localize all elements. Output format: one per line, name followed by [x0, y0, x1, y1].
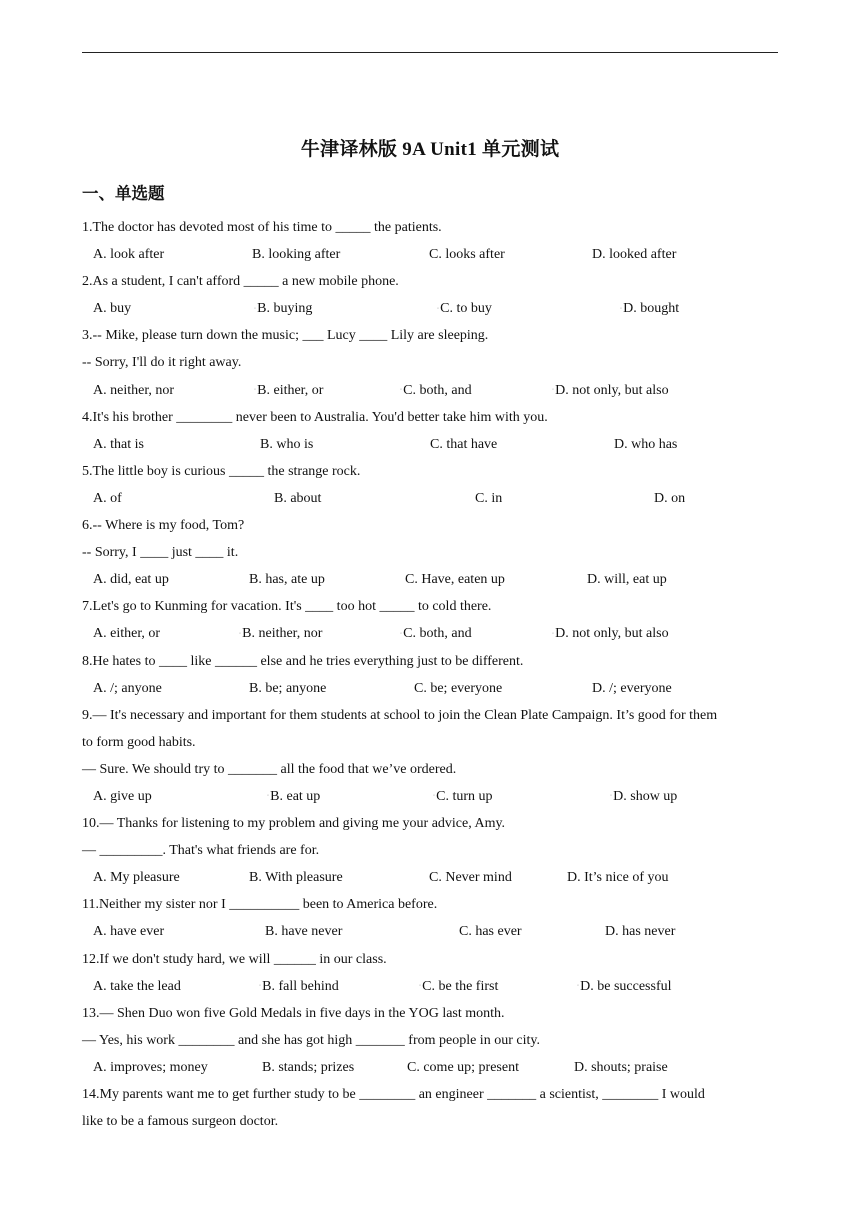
answer-option[interactable]	[93, 566, 169, 593]
answer-option-label: C. be the first	[422, 978, 499, 994]
answer-option-label: D. not only, but also	[555, 382, 669, 398]
answer-option-label: D. bought	[623, 301, 680, 317]
answer-option[interactable]	[429, 241, 505, 268]
options-row	[82, 431, 778, 458]
answer-option-label: C. in	[475, 490, 503, 506]
question-stem: 3.-- Mike, please turn down the music; ___ Lucy ____ Lily are sleeping.	[82, 328, 489, 344]
question-list	[82, 214, 778, 1135]
answer-option[interactable]	[274, 485, 321, 512]
answer-option[interactable]	[260, 431, 313, 458]
answer-option-label: D. be successful	[580, 978, 672, 994]
answer-option[interactable]	[252, 241, 340, 268]
answer-option[interactable]	[459, 918, 522, 945]
question-text-line: — Sure. We should try to _______ all the food that we’ve ordered.	[82, 761, 457, 777]
answer-option[interactable]	[93, 973, 181, 1000]
answer-option-label: C. be; everyone	[414, 680, 503, 696]
answer-option-label: B. have never	[265, 924, 343, 940]
answer-option[interactable]	[93, 864, 180, 891]
answer-option-label: D. who has	[614, 436, 678, 452]
answer-option[interactable]	[620, 295, 679, 322]
answer-option[interactable]	[475, 485, 502, 512]
answer-option[interactable]	[574, 1054, 668, 1081]
answer-option[interactable]	[254, 377, 323, 404]
answer-option-label: B. about	[274, 490, 322, 506]
option-marker-icon: ◦	[239, 630, 242, 637]
option-marker-icon: ◦	[267, 793, 270, 800]
options-row	[82, 783, 778, 810]
answer-option[interactable]	[407, 1054, 519, 1081]
answer-option[interactable]	[239, 620, 322, 647]
question-stem: 2.As a student, I can't afford _____ a new mobile phone.	[82, 274, 399, 290]
page-title: 牛津译林版 9A Unit1 单元测试	[300, 139, 560, 160]
question-text-line: like to be a famous surgeon doctor.	[82, 1114, 279, 1130]
answer-option-label: A. have ever	[93, 924, 165, 940]
option-marker-icon: ◦	[419, 982, 422, 989]
answer-option[interactable]	[265, 918, 342, 945]
answer-option-label: D. It’s nice of you	[567, 870, 669, 886]
question-stem: 7.Let's go to Kunming for vacation. It's ____ too hot _____ to cold there.	[82, 599, 492, 615]
answer-option-label: D. shouts; praise	[574, 1059, 668, 1075]
answer-option-label: A. did, eat up	[93, 572, 169, 588]
options-row	[82, 566, 778, 593]
answer-option-label: C. Never mind	[429, 870, 512, 886]
answer-option[interactable]	[552, 620, 669, 647]
answer-option-label: D. will, eat up	[587, 572, 667, 588]
option-marker-icon: ◦	[552, 630, 555, 637]
answer-option-label: A. that is	[93, 436, 144, 452]
option-marker-icon: ◦	[254, 386, 257, 393]
answer-option[interactable]	[654, 485, 685, 512]
answer-option-label: A. look after	[93, 247, 165, 263]
answer-option[interactable]	[400, 620, 472, 647]
options-row	[82, 1054, 778, 1081]
answer-option[interactable]	[93, 241, 164, 268]
answer-option-label: C. to buy	[440, 301, 492, 317]
answer-option[interactable]	[414, 675, 502, 702]
answer-option-label: A. /; anyone	[93, 680, 162, 696]
question-stem: 9.— It's necessary and important for them students at school to join the Clean Plate Campaign. It’s good for them	[82, 707, 718, 723]
answer-option[interactable]	[567, 864, 668, 891]
answer-option[interactable]	[93, 485, 122, 512]
answer-option-label: C. turn up	[436, 788, 493, 804]
question-stem: 13.— Shen Duo won five Gold Medals in five days in the YOG last month.	[82, 1005, 505, 1021]
answer-option-label: A. neither, nor	[93, 382, 175, 398]
answer-option[interactable]	[93, 377, 174, 404]
options-row	[82, 973, 778, 1000]
answer-option-label: A. My pleasure	[93, 870, 180, 886]
answer-option[interactable]	[249, 864, 343, 891]
question-stem: 12.If we don't study hard, we will ______ in our class.	[82, 951, 387, 967]
answer-option-label: B. neither, nor	[242, 626, 323, 642]
answer-option[interactable]	[405, 566, 505, 593]
option-marker-icon: ◦	[254, 305, 257, 312]
answer-option-label: A. improves; money	[93, 1059, 208, 1075]
options-row	[82, 241, 778, 268]
answer-option[interactable]	[577, 973, 672, 1000]
answer-option[interactable]	[592, 675, 672, 702]
question-stem: 1.The doctor has devoted most of his time to _____ the patients.	[82, 220, 442, 235]
answer-option-label: C. come up; present	[407, 1059, 519, 1075]
answer-option-label: A. give up	[93, 788, 152, 804]
answer-option[interactable]	[419, 973, 498, 1000]
answer-option-label: A. of	[93, 490, 122, 506]
answer-option-label: B. who is	[260, 436, 314, 452]
option-marker-icon: ◦	[400, 386, 403, 393]
answer-option-label: C. has ever	[459, 924, 522, 940]
answer-option-label: B. looking after	[252, 247, 341, 263]
options-row	[82, 864, 778, 891]
answer-option-label: B. With pleasure	[249, 870, 343, 886]
answer-option[interactable]	[267, 783, 320, 810]
answer-option[interactable]	[592, 241, 676, 268]
answer-option-label: A. either, or	[93, 626, 161, 642]
answer-option-label: B. buying	[257, 301, 313, 317]
answer-option[interactable]	[614, 431, 677, 458]
option-marker-icon: ◦	[400, 630, 403, 637]
option-marker-icon: ◦	[620, 305, 623, 312]
answer-option-label: A. take the lead	[93, 978, 181, 994]
answer-option[interactable]	[249, 675, 326, 702]
options-row	[82, 295, 778, 322]
answer-option[interactable]	[93, 295, 131, 322]
question-stem: 10.— Thanks for listening to my problem and giving me your advice, Amy.	[82, 816, 506, 832]
answer-option-label: D. /; everyone	[592, 680, 672, 696]
answer-option[interactable]	[93, 675, 162, 702]
question-text-line: -- Sorry, I ____ just ____ it.	[82, 545, 239, 561]
answer-option[interactable]	[93, 918, 164, 945]
answer-option-label: B. eat up	[270, 788, 321, 804]
answer-option-label: C. that have	[430, 436, 498, 452]
question-text-line: — Yes, his work ________ and she has got high _______ from people in our city.	[82, 1032, 540, 1048]
option-marker-icon: ◦	[577, 982, 580, 989]
answer-option-label: D. looked after	[592, 247, 677, 263]
answer-option-label: C. both, and	[403, 626, 472, 642]
answer-option[interactable]	[433, 783, 493, 810]
answer-option[interactable]	[259, 973, 339, 1000]
answer-option-label: B. be; anyone	[249, 680, 327, 696]
answer-option-label: D. not only, but also	[555, 626, 669, 642]
answer-option-label: C. both, and	[403, 382, 472, 398]
answer-option-label: A. buy	[93, 301, 132, 317]
answer-option-label: B. has, ate up	[249, 572, 325, 588]
answer-option[interactable]	[93, 1054, 208, 1081]
question-text-line: — _________. That's what friends are for.	[82, 843, 320, 859]
answer-option-label: D. has never	[605, 924, 676, 940]
question-text-line: to form good habits.	[82, 734, 196, 750]
question-stem: 14.My parents want me to get further study to be ________ an engineer _______ a scientist, ________ I would	[82, 1087, 705, 1102]
answer-option-label: C. looks after	[429, 247, 505, 263]
answer-option-label: C. Have, eaten up	[405, 572, 505, 588]
question-stem: 11.Neither my sister nor I __________ been to America before.	[82, 897, 438, 913]
answer-option[interactable]	[552, 377, 669, 404]
question-text-line: -- Sorry, I'll do it right away.	[82, 355, 242, 371]
answer-option-label: B. stands; prizes	[262, 1059, 355, 1075]
answer-option[interactable]	[249, 566, 325, 593]
answer-option[interactable]	[93, 620, 160, 647]
answer-option-label: B. either, or	[257, 382, 324, 398]
option-marker-icon: ◦	[433, 793, 436, 800]
section-heading: 一、单选题	[82, 184, 165, 203]
option-marker-icon: ◦	[610, 793, 613, 800]
options-row	[82, 675, 778, 702]
answer-option[interactable]	[605, 918, 675, 945]
answer-option[interactable]	[93, 783, 152, 810]
answer-option[interactable]	[262, 1054, 354, 1081]
answer-option[interactable]	[400, 377, 472, 404]
answer-option[interactable]	[254, 295, 312, 322]
answer-option-label: B. fall behind	[262, 978, 339, 994]
answer-option-label: D. show up	[613, 788, 678, 804]
options-row	[82, 620, 778, 647]
answer-option[interactable]	[610, 783, 677, 810]
options-row	[82, 485, 778, 512]
option-marker-icon: ◦	[259, 982, 262, 989]
option-marker-icon: ◦	[552, 386, 555, 393]
answer-option[interactable]	[587, 566, 667, 593]
options-row	[82, 918, 778, 945]
question-stem: 8.He hates to ____ like ______ else and he tries everything just to be different.	[82, 653, 524, 669]
question-stem: 6.-- Where is my food, Tom?	[82, 518, 245, 534]
answer-option[interactable]	[93, 431, 144, 458]
header-rule	[82, 52, 778, 53]
question-stem: 4.It's his brother ________ never been to Australia. You'd better take him with you.	[82, 409, 548, 425]
answer-option[interactable]	[437, 295, 492, 322]
question-stem: 5.The little boy is curious _____ the strange rock.	[82, 463, 361, 479]
option-marker-icon: ◦	[437, 305, 440, 312]
options-row	[82, 377, 778, 404]
answer-option[interactable]	[429, 864, 512, 891]
answer-option-label: D. on	[654, 490, 686, 506]
answer-option[interactable]	[430, 431, 497, 458]
